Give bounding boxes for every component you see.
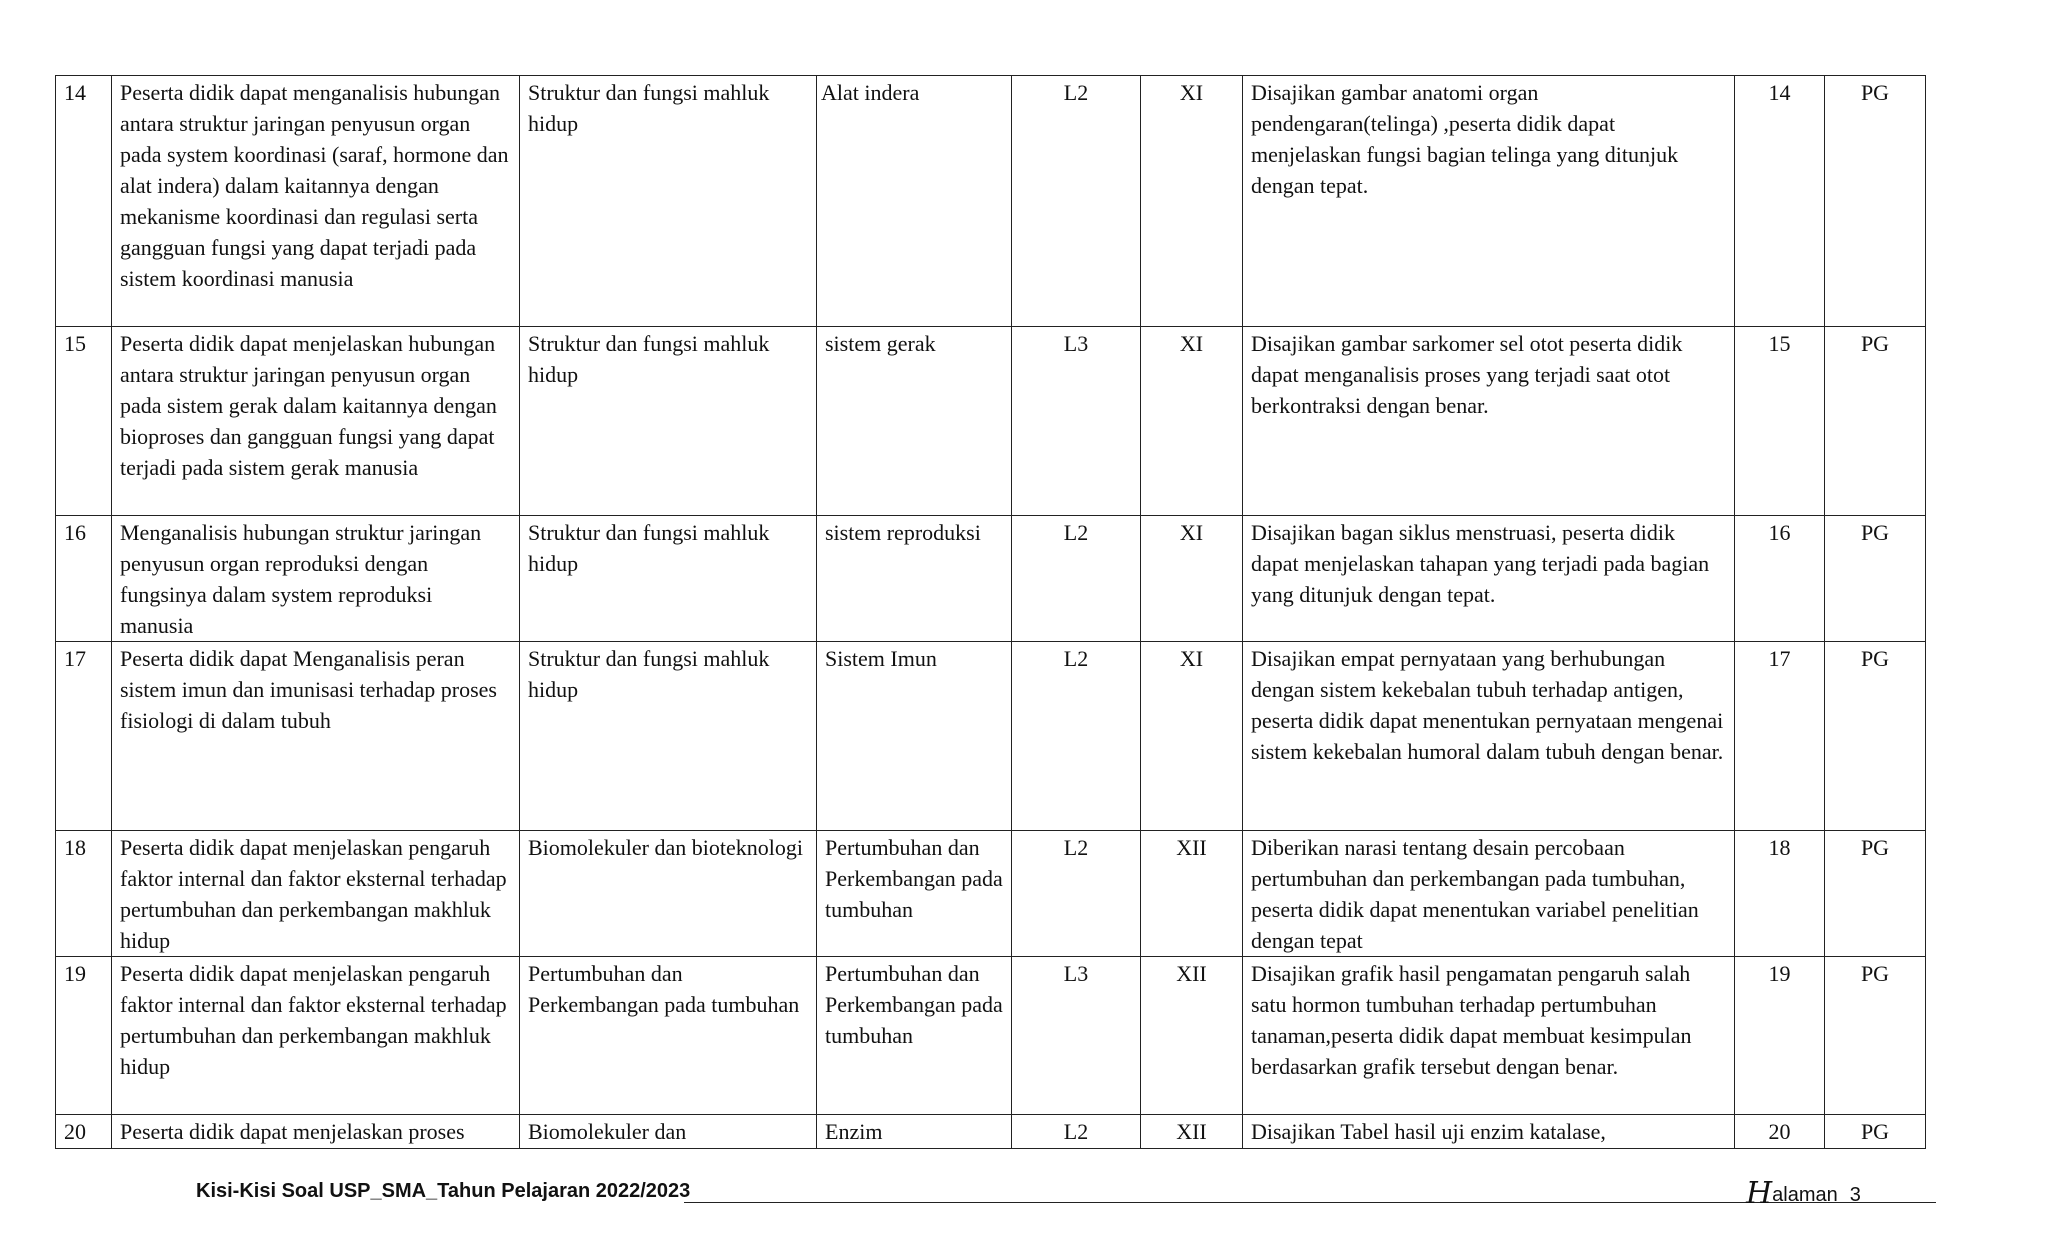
- row-number: 15: [56, 327, 112, 516]
- level-cell: L3: [1012, 957, 1141, 1115]
- bentuk-soal-cell: PG: [1825, 1115, 1926, 1149]
- level-cell: L2: [1012, 642, 1141, 831]
- kelas-cell: XII: [1141, 957, 1243, 1115]
- bentuk-soal-cell: PG: [1825, 327, 1926, 516]
- materi-cell: Sistem Imun: [817, 642, 1012, 831]
- no-soal-cell: 14: [1735, 76, 1825, 327]
- level-cell: L2: [1012, 1115, 1141, 1149]
- lingkup-materi-cell: Struktur dan fungsi mahluk hidup: [520, 516, 817, 642]
- lingkup-materi-cell: Struktur dan fungsi mahluk hidup: [520, 327, 817, 516]
- table-row: [56, 831, 1926, 957]
- bentuk-soal-cell: PG: [1825, 957, 1926, 1115]
- bentuk-soal-cell: PG: [1825, 516, 1926, 642]
- table-row: [56, 327, 1926, 516]
- indikator-cell: Disajikan Tabel hasil uji enzim katalase,: [1243, 1115, 1735, 1149]
- table-row: [56, 957, 1926, 1115]
- table-row: [56, 516, 1926, 642]
- table-row: [56, 76, 1926, 327]
- no-soal-cell: 16: [1735, 516, 1825, 642]
- indikator-cell: Diberikan narasi tentang desain percobaan pertumbuhan dan perkembangan pada tumbuhan, peserta didik dapat menentukan variabel penelitian dengan tepat: [1243, 831, 1735, 957]
- row-number: 17: [56, 642, 112, 831]
- level-cell: L2: [1012, 76, 1141, 327]
- materi-cell: Pertumbuhan dan Perkembangan pada tumbuhan: [817, 831, 1012, 957]
- row-number: 19: [56, 957, 112, 1115]
- footer-title: Kisi-Kisi Soal USP_SMA_Tahun Pelajaran 2022/2023: [196, 1180, 691, 1202]
- kelas-cell: XI: [1141, 327, 1243, 516]
- table-row: [56, 642, 1926, 831]
- row-number: 16: [56, 516, 112, 642]
- no-soal-cell: 18: [1735, 831, 1825, 957]
- indikator-cell: Disajikan empat pernyataan yang berhubungan dengan sistem kekebalan tubuh terhadap antigen, peserta didik dapat menentukan pernyataan mengenai sistem kekebalan humoral dalam tubuh dengan benar.: [1243, 642, 1735, 831]
- kelas-cell: XI: [1141, 642, 1243, 831]
- no-soal-cell: 17: [1735, 642, 1825, 831]
- no-soal-cell: 19: [1735, 957, 1825, 1115]
- bentuk-soal-cell: PG: [1825, 831, 1926, 957]
- lingkup-materi-cell: Pertumbuhan dan Perkembangan pada tumbuhan: [520, 957, 817, 1115]
- materi-cell: Enzim: [817, 1115, 1012, 1149]
- materi-cell: sistem reproduksi: [817, 516, 1012, 642]
- table-row: [56, 1115, 1926, 1149]
- level-cell: L2: [1012, 516, 1141, 642]
- level-cell: L3: [1012, 327, 1141, 516]
- row-number: 14: [56, 76, 112, 327]
- indikator-cell: Disajikan bagan siklus menstruasi, peserta didik dapat menjelaskan tahapan yang terjadi pada bagian yang ditunjuk dengan tepat.: [1243, 516, 1735, 642]
- kompetensi-cell: Peserta didik dapat menjelaskan pengaruh faktor internal dan faktor eksternal terhadap pertumbuhan dan perkembangan makhluk hidup: [112, 957, 520, 1115]
- lingkup-materi-cell: Struktur dan fungsi mahluk hidup: [520, 76, 817, 327]
- indikator-cell: Disajikan gambar sarkomer sel otot peserta didik dapat menganalisis proses yang terjadi saat otot berkontraksi dengan benar.: [1243, 327, 1735, 516]
- bentuk-soal-cell: PG: [1825, 642, 1926, 831]
- kelas-cell: XI: [1141, 516, 1243, 642]
- kelas-cell: XI: [1141, 76, 1243, 327]
- page-label: alaman: [1772, 1184, 1838, 1206]
- materi-cell: Alat indera: [817, 76, 1012, 327]
- kisi-kisi-table: [55, 75, 1926, 1149]
- lingkup-materi-cell: Biomolekuler dan bioteknologi: [520, 831, 817, 957]
- row-number: 18: [56, 831, 112, 957]
- kompetensi-cell: Peserta didik dapat menjelaskan hubungan antara struktur jaringan penyusun organ pada sistem gerak dalam kaitannya dengan bioproses dan gangguan fungsi yang dapat terjadi pada sistem gerak manusia: [112, 327, 520, 516]
- no-soal-cell: 20: [1735, 1115, 1825, 1149]
- lingkup-materi-cell: Biomolekuler dan: [520, 1115, 817, 1149]
- kompetensi-cell: Peserta didik dapat menjelaskan proses: [112, 1115, 520, 1149]
- kompetensi-cell: Menganalisis hubungan struktur jaringan penyusun organ reproduksi dengan fungsinya dalam system reproduksi manusia: [112, 516, 520, 642]
- indikator-cell: Disajikan grafik hasil pengamatan pengaruh salah satu hormon tumbuhan terhadap pertumbuhan tanaman,peserta didik dapat membuat kesimpulan berdasarkan grafik tersebut dengan benar.: [1243, 957, 1735, 1115]
- kelas-cell: XII: [1141, 1115, 1243, 1149]
- no-soal-cell: 15: [1735, 327, 1825, 516]
- materi-cell: Pertumbuhan dan Perkembangan pada tumbuhan: [817, 957, 1012, 1115]
- row-number: 20: [56, 1115, 112, 1149]
- materi-cell: sistem gerak: [817, 327, 1012, 516]
- indikator-cell: Disajikan gambar anatomi organ pendengaran(telinga) ,peserta didik dapat menjelaskan fungsi bagian telinga yang ditunjuk dengan tepat.: [1243, 76, 1735, 327]
- kompetensi-cell: Peserta didik dapat menjelaskan pengaruh faktor internal dan faktor eksternal terhadap pertumbuhan dan perkembangan makhluk hidup: [112, 831, 520, 957]
- page-number: 3: [1849, 1184, 1861, 1206]
- bentuk-soal-cell: PG: [1825, 76, 1926, 327]
- level-cell: L2: [1012, 831, 1141, 957]
- page-footer: [196, 1172, 1936, 1212]
- lingkup-materi-cell: Struktur dan fungsi mahluk hidup: [520, 642, 817, 831]
- kompetensi-cell: Peserta didik dapat Menganalisis peran sistem imun dan imunisasi terhadap proses fisiologi di dalam tubuh: [112, 642, 520, 831]
- kelas-cell: XII: [1141, 831, 1243, 957]
- kompetensi-cell: Peserta didik dapat menganalisis hubungan antara struktur jaringan penyusun organ pada system koordinasi (saraf, hormone dan alat indera) dalam kaitannya dengan mekanisme koordinasi dan regulasi serta gangguan fungsi yang dapat terjadi pada sistem koordinasi manusia: [112, 76, 520, 327]
- page-label-initial: H: [1746, 1176, 1773, 1211]
- page-indicator: [1746, 1176, 1861, 1211]
